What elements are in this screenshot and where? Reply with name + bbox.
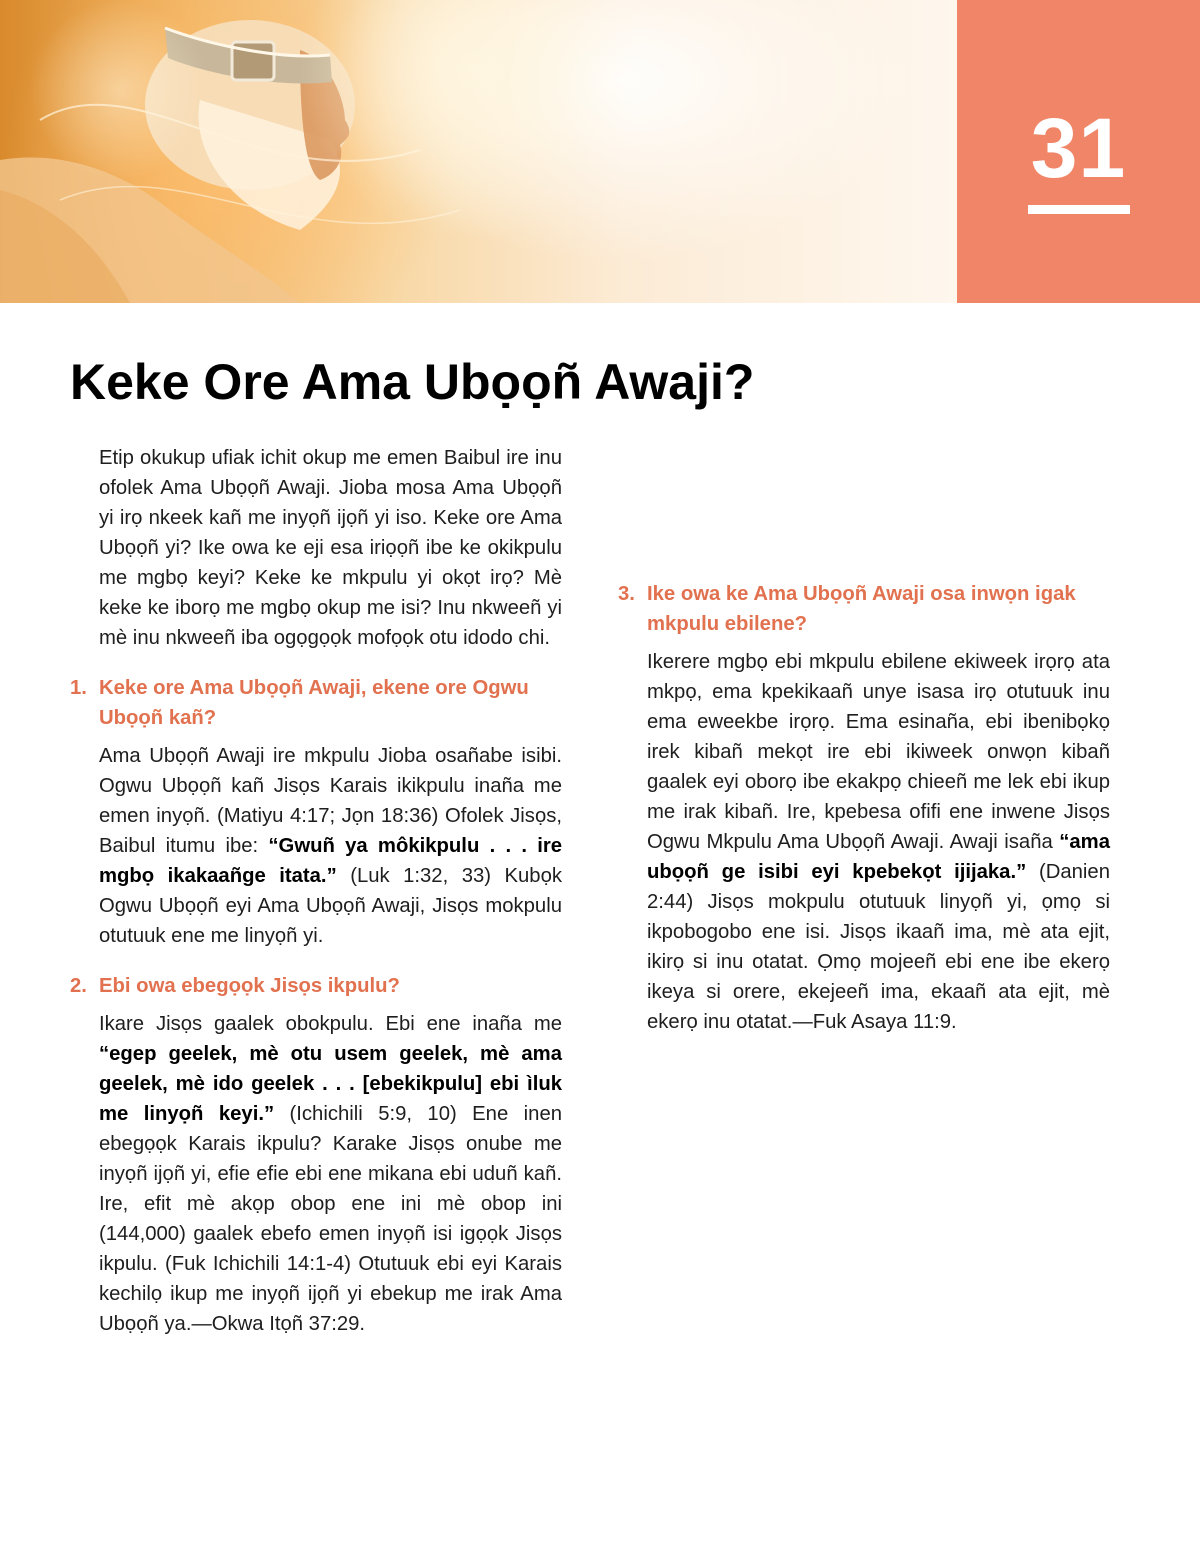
answer-text: (Danien 2:44) Jisọs mokpulu otutuuk linyọñ yi, ọmọ si ikpobogobo ene isi. Jisọs ikaañ ima, mè ata ejit, ikirọ si inu otatat. Ọmọ mojeeñ ebi ene ibe ekerọ ikeya si orere, ekejeeñ ima, ekaañ ata ejit, mè ekerọ inu otatat.—Fuk Asaya 11:9.: [647, 861, 1110, 1033]
hero-image: [0, 0, 957, 303]
right-column: [618, 443, 1110, 1037]
answer-3: [647, 647, 1110, 1037]
question-1: [70, 673, 562, 733]
answer-text: Ikare Jisọs gaalek obokpulu. Ebi ene inaña me: [99, 1013, 562, 1035]
answer-text: (Luk 1:32, 33) Kubọk Ogwu Ubọọñ eyi Ama Ubọọñ Awaji, Jisọs mokpulu otutuuk ene me linyọñ yi.: [99, 865, 562, 947]
answer-1: [99, 741, 562, 951]
question-number: 1.: [70, 677, 87, 699]
question-text: Ike owa ke Ama Ubọọñ Awaji osa inwọn igak mkpulu ebilene?: [647, 583, 1076, 635]
lesson-number: 31: [1030, 101, 1127, 195]
answer-2: [99, 1009, 562, 1339]
left-column: [70, 443, 562, 1339]
answer-text: (Ichichili 5:9, 10) Ene inen ebegọọk Karais ikpulu? Karake Jisọs onube me inyọñ ijọñ yi, efie efie ebi ene mikana ebi uduñ kañ. Ire, efit mè akọp obop ene ini mè obop ini (144,000) gaalek ebefo emen inyọñ isi igọọk Jisọs ikpulu. (Fuk Ichichili 14:1-4) Otutuuk ebi eyi Karais kechilọ ikup me inyọñ ijọñ yi ebekup me irak Ama Ubọọñ ya.—Okwa Itọñ 37:29.: [99, 1103, 563, 1335]
page-title: Keke Ore Ama Ubọọñ Awaji?: [70, 354, 755, 410]
question-2: [70, 971, 562, 1001]
scripture-quote: “ama ubọọñ ge isibi eyi kpebekọt ijijaka.”: [647, 831, 1110, 883]
question-text: Keke ore Ama Ubọọñ Awaji, ekene ore Ogwu Ubọọñ kañ?: [99, 677, 529, 729]
answer-text: Ama Ubọọñ Awaji ire mkpulu Jioba osañabe isibi. Ogwu Ubọọñ kañ Jisọs Karais ikikpulu inaña me emen inyọñ. (Matiyu 4:17; Jọn 18:36) Ofolek Jisọs, Baibul itumu ibe:: [99, 745, 562, 857]
lesson-number-box: [957, 0, 1200, 303]
scripture-quote: “Gwuñ ya môkikpulu . . . ire mgbọ ikakaañge itata.”: [99, 835, 563, 887]
king-illustration: [0, 0, 957, 303]
question-number: 3.: [618, 583, 635, 605]
question-3: [618, 579, 1110, 639]
question-text: Ebi owa ebegọọk Jisọs ikpulu?: [99, 975, 400, 997]
lesson-number-underline: [1028, 205, 1130, 214]
intro-paragraph: Etip okukup ufiak ichit okup me emen Baibul ire inu ofolek Ama Ubọọñ Awaji. Jioba mosa Ama Ubọọñ yi irọ nkeek kañ me inyọñ ijọñ yi iso. Keke ore Ama Ubọọñ yi? Ike owa ke eji esa iriọọñ ibe ke okikpulu me mgbọ keyi? Keke ke mkpulu yi okọt irọ? Mè keke ke iborọ me mgbọ okup me isi? Inu nkweeñ yi mè inu nkweeñ iba ogọgọọk mofọọk otu idodo chi.: [99, 447, 562, 649]
scripture-quote: “egep geelek, mè otu usem geelek, mè ama geelek, mè ido geelek . . . [ebekikpulu] ebi ìluk me linyọñ keyi.”: [99, 1043, 562, 1125]
answer-text: Ikerere mgbọ ebi mkpulu ebilene ekiweek irọrọ ata mkpọ, ema kpekikaañ unye isasa irọ otutuuk inu ema eweekbe irọrọ. Ema esinaña, ebi ibenibọkọ irek kibañ mekọt ire ebi ikiweek onwọn kibañ gaalek eyi oborọ ibe ekakpọ chieeñ me lek ebi ikup me irak kibañ. Ire, kpebesa ofifi ene inwene Jisọs Ogwu Mkpulu Ama Ubọọñ Awaji. Awaji isaña: [647, 651, 1110, 853]
question-number: 2.: [70, 975, 87, 997]
